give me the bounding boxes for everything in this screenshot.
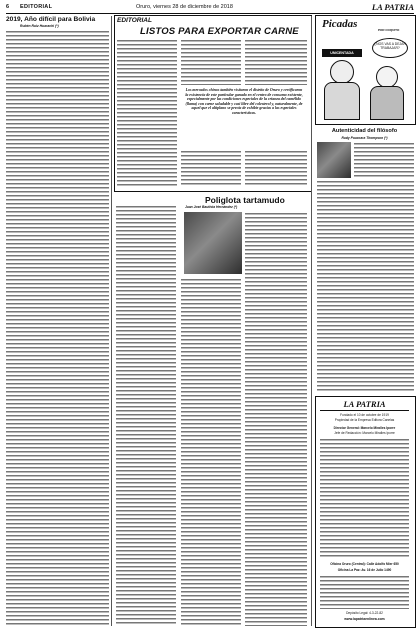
article2-byline: Juan José Bautista Hernández (*): [185, 205, 238, 209]
editorial-body-col3-top: [245, 39, 307, 85]
masthead-brand: LA PATRIA: [343, 399, 386, 409]
masthead-website-link[interactable]: www.lapatriaenlinea.com: [344, 617, 385, 621]
masthead-line-3: Director General: Marcelo Miralles Iporre: [333, 426, 396, 430]
col1-byline: Rubén Ruiz Huarachi (*): [20, 24, 59, 28]
masthead-staff-list: [320, 438, 409, 558]
masthead-line-4: Jefe de Redacción: Marcelo Miralles Iporre: [334, 431, 395, 435]
cartoon-figure-right: [376, 66, 398, 88]
article2-body-col3: [245, 212, 307, 626]
section-label: EDITORIAL: [20, 4, 53, 10]
center-divider: [311, 16, 312, 626]
rightcol-body-beside-photo: [354, 142, 414, 178]
editorial-headline: LISTOS PARA EXPORTAR CARNE: [140, 26, 299, 37]
article2-body-col2: [181, 278, 241, 626]
cartoon-subtitle: POR COQUITO: [378, 28, 400, 32]
issue-date: Oruro, viernes 28 de diciembre de 2018: [136, 4, 233, 10]
header-brand: LA PATRIA: [371, 2, 414, 12]
col1-title: 2019, Año difícil para Bolivia: [6, 16, 96, 23]
article2-headline: Poliglota tartamudo: [205, 195, 285, 205]
editorial-body-col1: [117, 39, 177, 187]
masthead-line-7: Depósito Legal: 4-3-22-82: [346, 611, 383, 615]
editorial-kicker: EDITORIAL: [117, 17, 152, 24]
page-number: 6: [6, 4, 10, 10]
col1-divider: [111, 16, 112, 626]
rightcol-title: Autenticidad del filósofo: [331, 128, 398, 134]
rightcol-body: [317, 180, 414, 392]
cartoon-sign: UNICENTADA: [322, 49, 362, 57]
masthead-rule: [320, 410, 409, 411]
editorial-body-col2-top: [181, 39, 241, 85]
editorial-pullquote: Los mercados chinos también visitaron el distrito de Oruro y certificaron la existencia de este particular ganado en el centro de consumo existente, especialmente por las condiciones especiales de la crianza del camélido (llama) con carne saludable y casi libre del colesterol y, naturalmente, de aquel que el altiplano se precia de exhibir gracias a las especiales características.: [185, 88, 303, 115]
cartoon-body-right: [370, 86, 404, 120]
cartoon-speech-bubble: ¿NOS VAS A DEJAR TRABAJAR?: [372, 38, 408, 58]
rightcol-byline: Rudy Pauccara Thompson (*): [341, 136, 388, 140]
page-header: [6, 3, 414, 14]
editorial-body-col3-bottom: [245, 150, 307, 187]
rightcol-author-photo: [317, 142, 351, 178]
col1-body: [6, 30, 109, 626]
cartoon-panel: [315, 15, 416, 125]
author-photo: [184, 212, 242, 274]
masthead-line-6: Oficina La Paz: Av. 16 de Julio 1490: [337, 568, 392, 572]
masthead-line-5: Oficina Oruro (Central): Calle Adolfo Mier 650: [330, 562, 399, 566]
article2-body-col1: [116, 205, 176, 626]
cartoon-figure-left: [330, 60, 354, 84]
masthead-contact-list: [320, 575, 409, 609]
cartoon-title: Picadas: [322, 18, 358, 30]
cartoon-body-left: [324, 82, 360, 120]
masthead-line-1: Fundado el 10 de octubre de 1919: [340, 413, 389, 417]
editorial-body-col2-bottom: [181, 150, 241, 187]
masthead-line-2: Propiedad de la Empresa Editora Canelas: [334, 418, 395, 422]
